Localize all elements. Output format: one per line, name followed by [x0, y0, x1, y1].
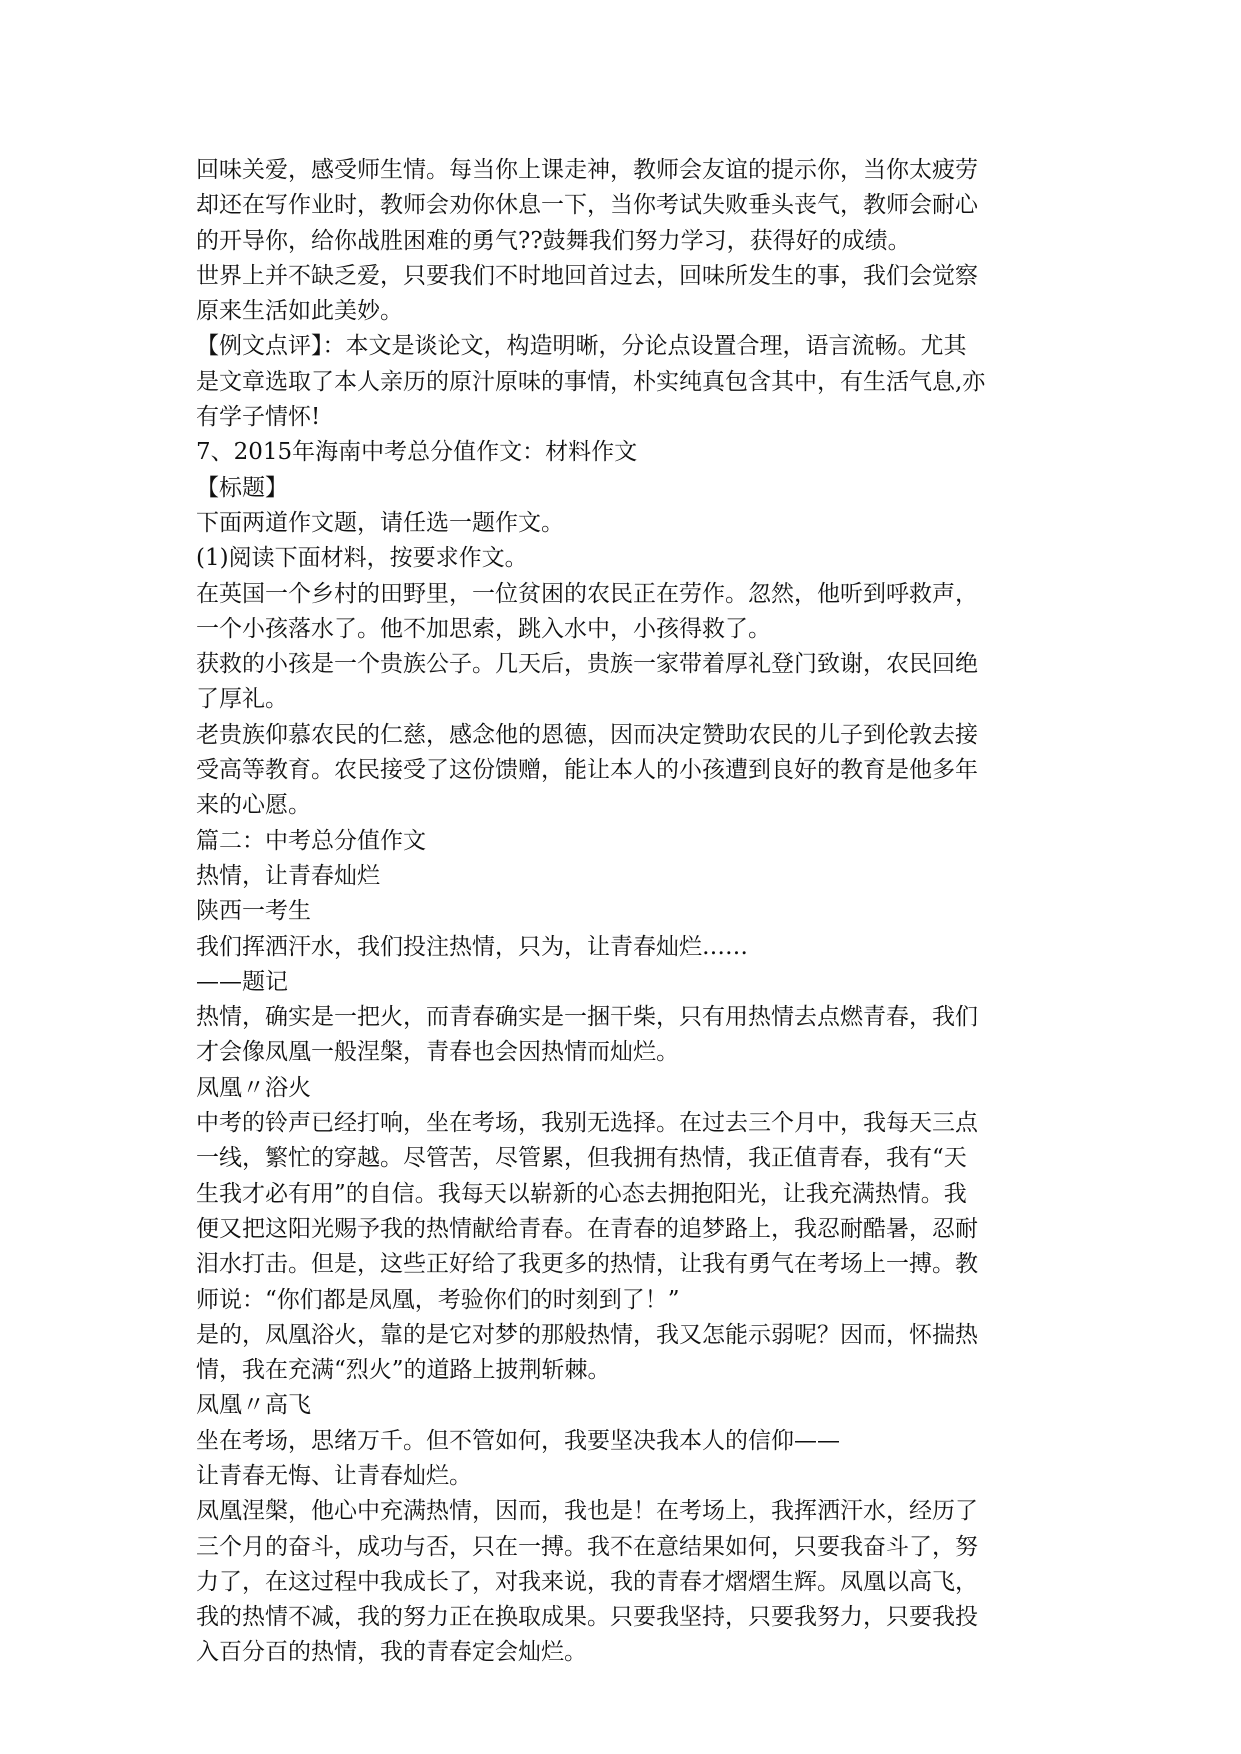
text-line: 凤凰涅槃，他心中充满热情，因而，我也是！在考场上，我挥洒汗水，经历了	[196, 1498, 978, 1525]
text-line: 坐在考场，思绪万千。但不管如何，我要坚决我本人的信仰——	[196, 1427, 840, 1454]
text-line: 世界上并不缺乏爱，只要我们不时地回首过去，回味所发生的事，我们会觉察	[196, 262, 978, 289]
text-line: 【标题】	[196, 474, 288, 501]
text-line: 泪水打击。但是，这些正好给了我更多的热情，让我有勇气在考场上一搏。教	[196, 1251, 978, 1278]
text-line: 情，我在充满“烈火”的道路上披荆斩棘。	[196, 1357, 611, 1384]
text-line: 我们挥洒汗水，我们投注热情，只为，让青春灿烂……	[196, 933, 748, 960]
text-line: 获救的小孩是一个贵族公子。几天后，贵族一家带着厚礼登门致谢，农民回绝	[196, 651, 978, 678]
text-line: 才会像凤凰一般涅槃，青春也会因热情而灿烂。	[196, 1039, 679, 1066]
document-body	[196, 153, 1056, 1671]
text-line: 老贵族仰慕农民的仁慈，感念他的恩德，因而决定赞助农民的儿子到伦敦去接	[196, 721, 978, 748]
text-line: 了厚礼。	[196, 686, 288, 713]
essay-title: 热情，让青春灿烂	[196, 862, 380, 889]
text-line: 入百分百的热情，我的青春定会灿烂。	[196, 1639, 587, 1666]
text-line: 中考的铃声已经打响，坐在考场，我别无选择。在过去三个月中，我每天三点	[196, 1110, 978, 1137]
essay-author: 陕西一考生	[196, 898, 311, 925]
text-line: 的开导你，给你战胜困难的勇气??鼓舞我们努力学习，获得好的成绩。	[196, 227, 911, 254]
text-line: 下面两道作文题，请任选一题作文。	[196, 509, 564, 536]
subheading: 凤凰〃浴火	[196, 1074, 311, 1101]
text-line: 生我才必有用”的自信。我每天以崭新的心态去拥抱阳光，让我充满热情。我	[196, 1180, 967, 1207]
text-line: 【例文点评】：本文是谈论文，构造明晰，分论点设置合理，语言流畅。尤其	[196, 333, 967, 360]
text-line: 受高等教育。农民接受了这份馈赠，能让本人的小孩遭到良好的教育是他多年	[196, 757, 978, 784]
text-line: 在英国一个乡村的田野里，一位贫困的农民正在劳作。忽然，他听到呼救声，	[196, 580, 978, 607]
text-line: 一个小孩落水了。他不加思索，跳入水中，小孩得救了。	[196, 615, 771, 642]
text-line: 却还在写作业时，教师会劝你休息一下，当你考试失败垂头丧气，教师会耐心	[196, 192, 978, 219]
text-line: 力了，在这过程中我成长了，对我来说，我的青春才熠熠生辉。凤凰以高飞，	[196, 1568, 978, 1595]
text-line: 是文章选取了本人亲历的原汁原味的事情，朴实纯真包含其中，有生活气息,亦	[196, 368, 986, 395]
text-line: 有学子情怀!	[196, 404, 321, 431]
text-line: 我的热情不减，我的努力正在换取成果。只要我坚持，只要我努力，只要我投	[196, 1604, 978, 1631]
text-line: 原来生活如此美妙。	[196, 298, 403, 325]
text-line: 一线，繁忙的穿越。尽管苦，尽管累，但我拥有热情，我正值青春，我有“天	[196, 1145, 967, 1172]
section-heading: 7、2015年海南中考总分值作文：材料作文	[196, 439, 638, 466]
text-line: 回味关爱，感受师生情。每当你上课走神，教师会友谊的提示你，当你太疲劳	[196, 157, 978, 183]
text-line: 便又把这阳光赐予我的热情献给青春。在青春的追梦路上，我忍耐酷暑，忍耐	[196, 1215, 978, 1242]
text-line: 热情，确实是一把火，而青春确实是一捆干柴，只有用热情去点燃青春，我们	[196, 1004, 978, 1031]
text-line: 是的，凤凰浴火，靠的是它对梦的那般热情，我又怎能示弱呢？因而，怀揣热	[196, 1321, 978, 1348]
text-line: ——题记	[196, 968, 288, 995]
subheading: 凤凰〃高飞	[196, 1392, 311, 1419]
text-line: (1)阅读下面材料，按要求作文。	[196, 545, 528, 572]
text-line: 让青春无悔、让青春灿烂。	[196, 1462, 472, 1489]
section-heading: 篇二：中考总分值作文	[196, 827, 426, 854]
text-line: 来的心愿。	[196, 792, 311, 819]
text-line: 三个月的奋斗，成功与否，只在一搏。我不在意结果如何，只要我奋斗了，努	[196, 1533, 978, 1560]
text-line: 师说：“你们都是凤凰，考验你们的时刻到了！”	[196, 1286, 680, 1313]
